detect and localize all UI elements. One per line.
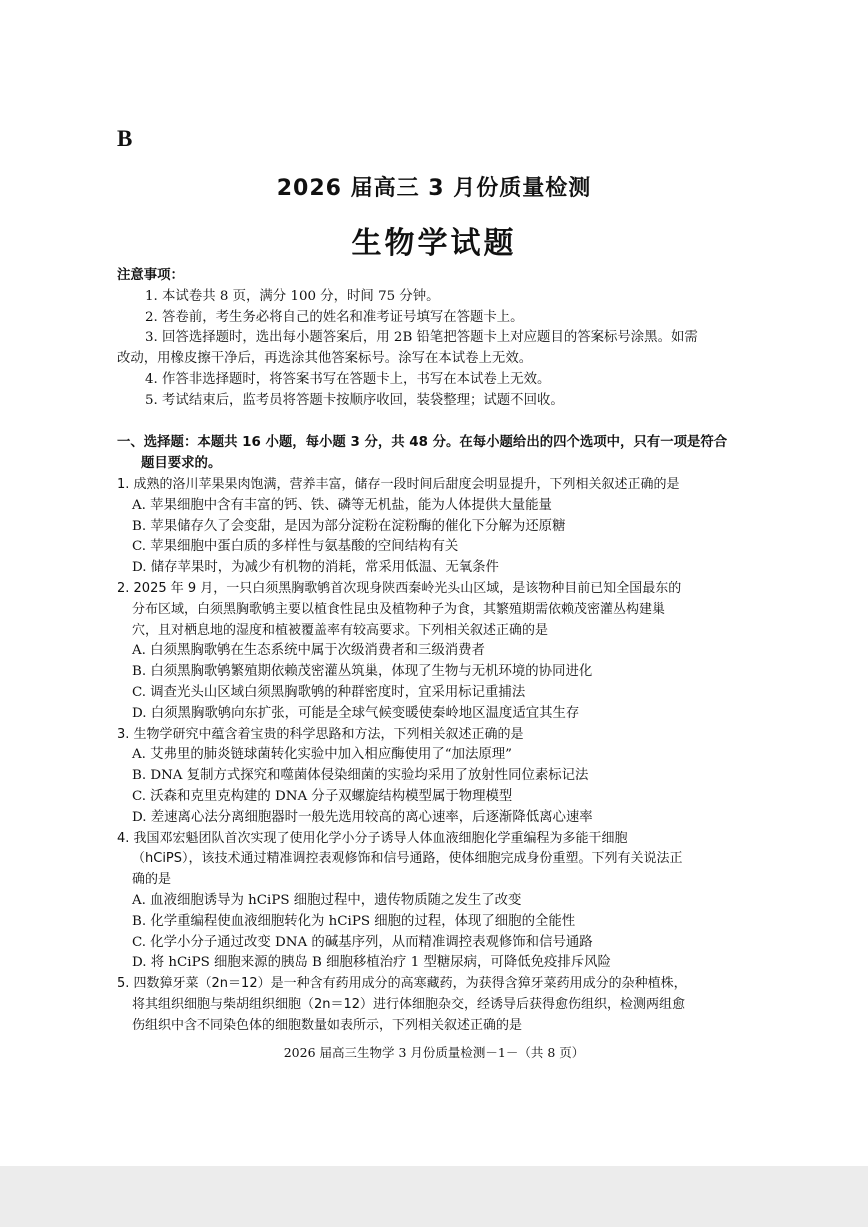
question-stem: （hCiPS），该技术通过精准调控表观修饰和信号通路，使体细胞完成身份重塑。下列有关说法正 xyxy=(132,851,683,867)
exam-title: 2026 届高三 3 月份质量检测 xyxy=(276,176,592,201)
subject-title: 生物学试题 xyxy=(351,226,517,261)
question-option: C. 调查光头山区域白须黑胸歌鸲的种群密度时，宜采用标记重捕法 xyxy=(132,684,526,700)
question-option: B. DNA 复制方式探究和噬菌体侵染细菌的实验均采用了放射性同位素标记法 xyxy=(132,768,589,784)
section-heading-line: 一、选择题：本题共 16 小题，每小题 3 分，共 48 分。在每小题给出的四个选项中，只有一项是符合 xyxy=(117,435,728,450)
question-stem: 2. 2025 年 9 月，一只白须黑胸歌鸲首次现身陕西秦岭光头山区域，是该物种目前已知全国最东的 xyxy=(117,580,682,596)
question-option: C. 苹果细胞中蛋白质的多样性与氨基酸的空间结构有关 xyxy=(132,539,459,555)
note-item: 5. 考试结束后，监考员将答题卡按顺序收回，装袋整理；试题不回收。 xyxy=(145,392,564,408)
question-option: D. 差速离心法分离细胞器时一般先选用较高的离心速率，后逐渐降低离心速率 xyxy=(132,809,593,825)
question-option: D. 白须黑胸歌鸲向东扩张，可能是全球气候变暖使秦岭地区温度适宜其生存 xyxy=(132,705,580,721)
question-option: A. 苹果细胞中含有丰富的钙、铁、磷等无机盐，能为人体提供大量能量 xyxy=(132,497,552,513)
question-option: A. 艾弗里的肺炎链球菌转化实验中加入相应酶使用了“加法原理” xyxy=(132,747,513,763)
question-stem: 伤组织中含不同染色体的细胞数量如表所示，下列相关叙述正确的是 xyxy=(132,1017,523,1033)
section-heading-line: 题目要求的。 xyxy=(141,456,222,471)
question-list xyxy=(117,475,757,1037)
question-option: C. 化学小分子通过改变 DNA 的碱基序列，从而精准调控表观修饰和信号通路 xyxy=(132,934,593,950)
paper-version: B xyxy=(117,126,133,151)
question-option: B. 苹果储存久了会变甜，是因为部分淀粉在淀粉酶的催化下分解为还原糖 xyxy=(132,518,566,534)
question-stem: 分布区域，白须黑胸歌鸲主要以植食性昆虫及植物种子为食，其繁殖期需依赖茂密灌丛构建巢 xyxy=(132,601,666,617)
note-item: 3. 回答选择题时，选出每小题答案后，用 2B 铅笔把答题卡上对应题目的答案标号涂黑。如需 xyxy=(145,330,698,346)
page-footer: 2026 届高三生物学 3 月份质量检测－1－（共 8 页） xyxy=(283,1045,585,1060)
note-item-continuation: 改动，用橡皮擦干净后，再选涂其他答案标号。涂写在本试卷上无效。 xyxy=(117,351,533,367)
note-item: 4. 作答非选择题时，将答案书写在答题卡上，书写在本试卷上无效。 xyxy=(145,371,551,387)
question-option: B. 化学重编程使血液细胞转化为 hCiPS 细胞的过程，体现了细胞的全能性 xyxy=(132,913,576,929)
question-stem: 穴，且对栖息地的湿度和植被覆盖率有较高要求。下列相关叙述正确的是 xyxy=(132,622,549,638)
note-item: 1. 本试卷共 8 页，满分 100 分，时间 75 分钟。 xyxy=(145,288,440,304)
notes-heading: 注意事项： xyxy=(117,268,184,283)
question-option: D. 将 hCiPS 细胞来源的胰岛 B 细胞移植治疗 1 型糖尿病，可降低免疫排斥风险 xyxy=(132,955,611,971)
scan-margin xyxy=(0,1166,868,1227)
question-option: D. 储存苹果时，为减少有机物的消耗，常采用低温、无氧条件 xyxy=(132,560,499,576)
question-option: B. 白须黑胸歌鸲繁殖期依赖茂密灌丛筑巢，体现了生物与无机环境的协同进化 xyxy=(132,664,593,680)
question-option: A. 血液细胞诱导为 hCiPS 细胞过程中，遗传物质随之发生了改变 xyxy=(132,892,522,908)
question-stem: 4. 我国邓宏魁团队首次实现了使用化学小分子诱导人体血液细胞化学重编程为多能干细胞 xyxy=(117,830,628,846)
question-option: C. 沃森和克里克构建的 DNA 分子双螺旋结构模型属于物理模型 xyxy=(132,788,513,804)
note-item: 2. 答卷前，考生务必将自己的姓名和准考证号填写在答题卡上。 xyxy=(145,309,524,325)
exam-notes xyxy=(117,266,757,412)
question-stem: 1. 成熟的洛川苹果果肉饱满，营养丰富，储存一段时间后甜度会明显提升，下列相关叙述正确的是 xyxy=(117,477,680,492)
question-option: A. 白须黑胸歌鸲在生态系统中属于次级消费者和三级消费者 xyxy=(132,643,485,659)
question-stem: 确的是 xyxy=(132,872,172,888)
section-heading xyxy=(117,432,757,474)
question-stem: 3. 生物学研究中蕴含着宝贵的科学思路和方法，下列相关叙述正确的是 xyxy=(117,726,524,742)
question-stem: 5. 四数獐牙菜（2n＝12）是一种含有药用成分的高寒藏药，为获得含獐牙菜药用成分的杂种植株， xyxy=(117,976,687,992)
question-stem: 将其组织细胞与柴胡组织细胞（2n＝12）进行体细胞杂交，经诱导后获得愈伤组织，检测两组愈 xyxy=(132,996,686,1012)
